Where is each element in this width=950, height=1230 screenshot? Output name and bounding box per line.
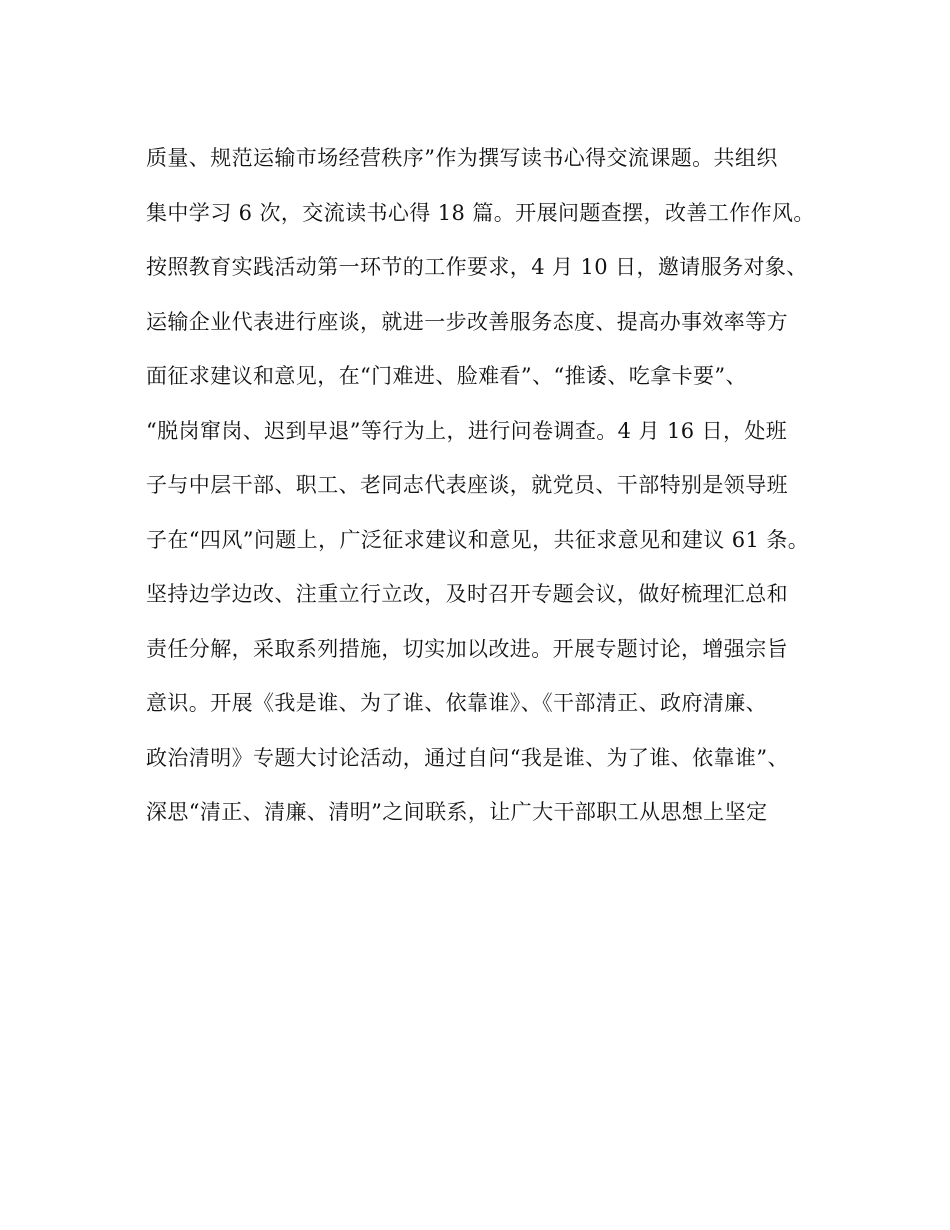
text-line: 子与中层干部、职工、老同志代表座谈，就党员、干部特别是领导班 — [146, 473, 788, 497]
text-line: 质量、规范运输市场经营秩序”作为撰写读书心得交流课题。共组织 — [146, 146, 778, 170]
text-line: 坚持边学边改、注重立行立改，及时召开专题会议，做好梳理汇总和 — [146, 582, 788, 606]
text-line: “脱岗窜岗、迟到早退”等行为上，进行问卷调查。4 月 16 日，处班 — [146, 418, 788, 443]
text-line: 面征求建议和意见，在“门难进、脸难看”、“推诿、吃拿卡要”、 — [146, 364, 747, 388]
text-line: 深思“清正、清廉、清明”之间联系，让广大干部职工从思想上坚定 — [146, 800, 768, 824]
text-line: 运输企业代表进行座谈，就进一步改善服务态度、提高办事效率等方 — [146, 309, 788, 334]
text-line: 意识。开展《我是谁、为了谁、依靠谁》、《干部清正、政府清廉、 — [146, 691, 767, 715]
body-paragraph — [146, 138, 836, 847]
text-line: 政治清明》专题大讨论活动，通过自问“我是谁、为了谁、依靠谁”、 — [146, 745, 789, 770]
text-line: 按照教育实践活动第一环节的工作要求，4 月 10 日，邀请服务对象、 — [146, 255, 808, 279]
text-line: 子在“四风”问题上，广泛征求建议和意见，共征求意见和建议 61 条。 — [146, 527, 810, 552]
text-line: 集中学习 6 次，交流读书心得 18 篇。开展问题查摆，改善工作作风。 — [146, 200, 815, 225]
text-line: 责任分解，采取系列措施，切实加以改进。开展专题讨论，增强宗旨 — [146, 636, 788, 661]
